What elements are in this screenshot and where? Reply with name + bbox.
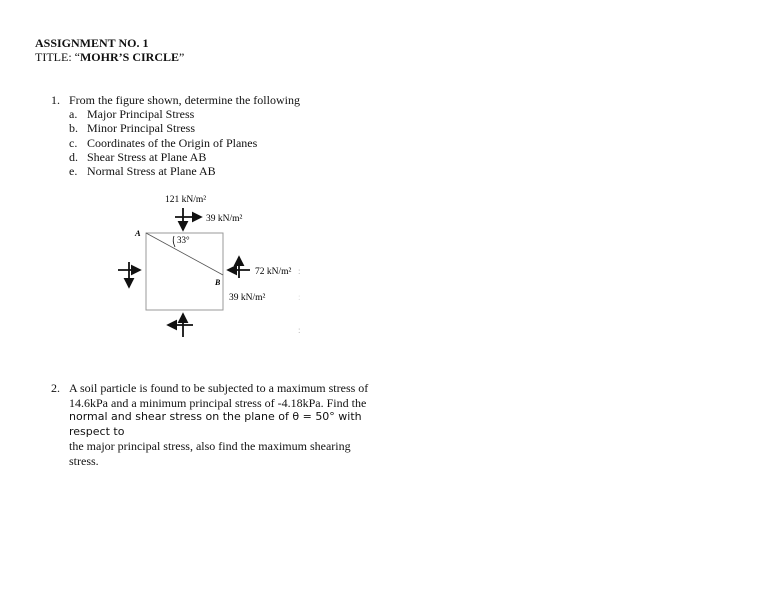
q2-line: stress. bbox=[69, 453, 99, 468]
right-stress-arrows bbox=[228, 257, 250, 278]
q2-line: 14.6kPa and a minimum principal stress of -4.18kPa. Find the bbox=[69, 395, 367, 410]
point-a-label: A bbox=[135, 228, 141, 238]
q1-item-text: Shear Stress at Plane AB bbox=[87, 150, 207, 164]
assignment-heading: ASSIGNMENT NO. 1 bbox=[35, 36, 149, 50]
q2-text bbox=[69, 381, 369, 469]
q1-item-letter: e. bbox=[69, 164, 78, 178]
label-top-shear: 39 kN/m² bbox=[206, 214, 243, 224]
q1-number: 1. bbox=[51, 93, 60, 107]
title-suffix: ” bbox=[179, 50, 185, 64]
q1-item-text: Major Principal Stress bbox=[87, 107, 195, 121]
top-stress-arrows bbox=[175, 208, 201, 230]
left-stress-arrows bbox=[118, 262, 140, 287]
q2-line: the major principal stress, also find the maximum shearing bbox=[69, 439, 351, 454]
q1-item-letter: b. bbox=[69, 121, 78, 135]
q1-item-letter: a. bbox=[69, 107, 78, 121]
q1-item-letter: d. bbox=[69, 150, 78, 164]
q2-number: 2. bbox=[51, 381, 60, 395]
q1-item-text: Coordinates of the Origin of Planes bbox=[87, 136, 258, 150]
title-prefix: TITLE: “ bbox=[35, 50, 80, 64]
q1-item-letter: c. bbox=[69, 136, 78, 150]
angle-label: 33° bbox=[177, 235, 190, 245]
stray-mark: : bbox=[298, 325, 301, 335]
point-b-label: B bbox=[215, 278, 221, 287]
title-main: MOHR’S CIRCLE bbox=[79, 50, 179, 64]
angle-arc bbox=[173, 236, 175, 247]
q2-line: A soil particle is found to be subjected to a maximum stress of bbox=[69, 381, 369, 395]
q1-item-text: Minor Principal Stress bbox=[87, 121, 195, 135]
q1-text: From the figure shown, determine the following bbox=[69, 93, 300, 107]
q1-item-text: Normal Stress at Plane AB bbox=[87, 164, 216, 178]
stray-mark: : bbox=[298, 266, 301, 276]
q2-line: normal and shear stress on the plane of θ = 50° with respect to bbox=[69, 410, 362, 438]
label-right-shear: 39 kN/m² bbox=[229, 293, 266, 303]
stray-mark: : bbox=[298, 292, 301, 302]
bottom-stress-arrows bbox=[168, 314, 193, 337]
label-top-normal: 121 kN/m² bbox=[165, 195, 207, 205]
label-right-normal: 72 kN/m² bbox=[255, 267, 292, 277]
